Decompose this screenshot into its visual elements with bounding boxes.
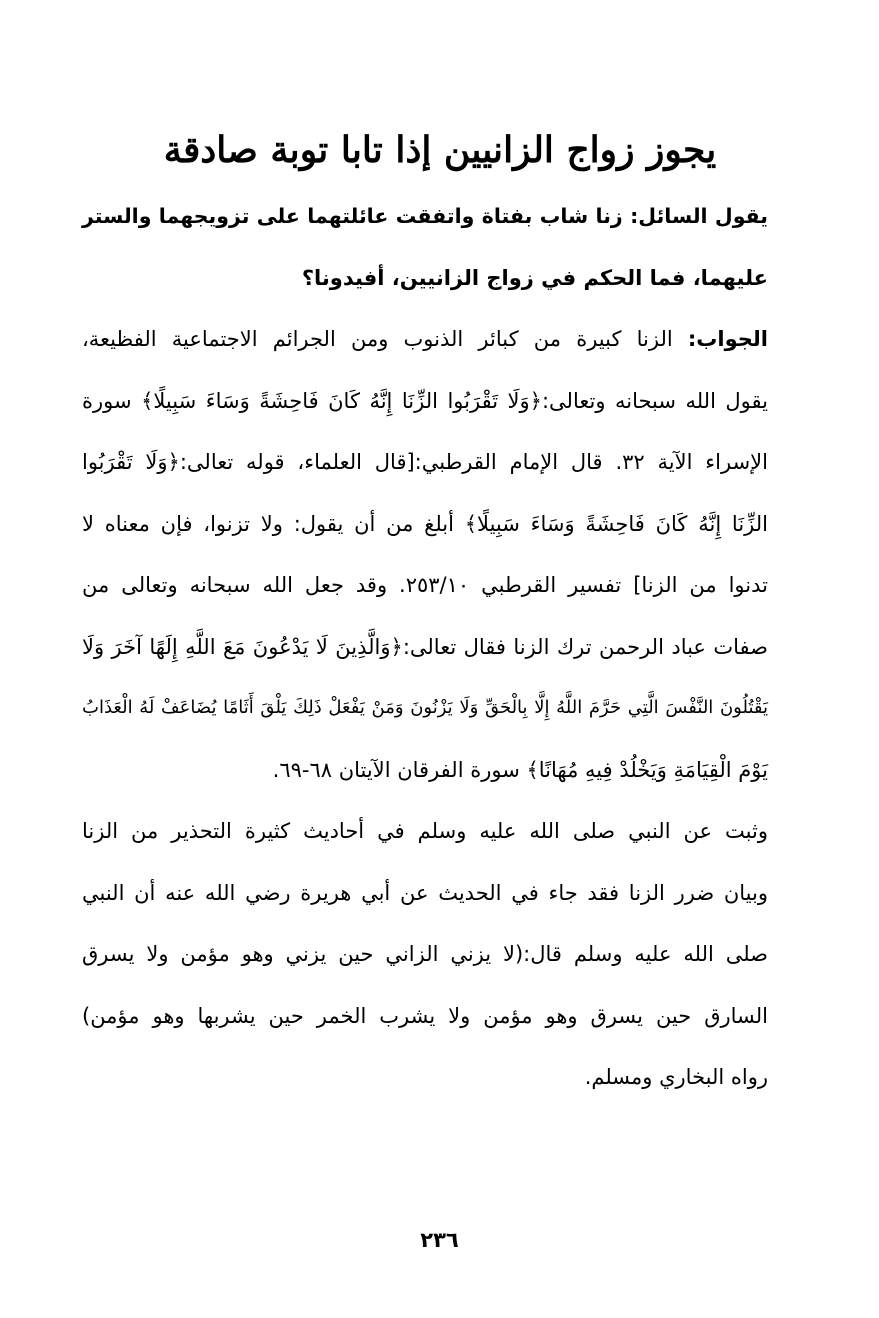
page-body bbox=[82, 190, 768, 1113]
hadith-line: السارق حين يسرق وهو مؤمن ولا يشرب الخمر حين يشربها وهو مؤمن) bbox=[82, 1003, 768, 1028]
answer-line: يقول الله سبحانه وتعالى:﴿وَلَا تَقْرَبُوا الزِّنَا إِنَّهُ كَانَ فَاحِشَةً وَسَاءَ سَبِيلًا﴾ سورة bbox=[82, 388, 768, 413]
answer-line: الزِّنَا إِنَّهُ كَانَ فَاحِشَةً وَسَاءَ سَبِيلًا﴾ أبلغ من أن يقول: ولا تزنوا، فإن معناه لا bbox=[82, 511, 768, 536]
answer-line: تدنوا من الزنا] تفسير القرطبي ٢٥٣/١٠. وقد جعل الله سبحانه وتعالى من bbox=[82, 573, 768, 597]
page-title: يجوز زواج الزانيين إذا تابا توبة صادقة bbox=[163, 129, 717, 171]
hadith-line: وبيان ضرر الزنا فقد جاء في الحديث عن أبي هريرة رضي الله عنه أن النبي bbox=[82, 880, 768, 905]
answer-line: الإسراء الآية ٣٢. قال الإمام القرطبي:[قال العلماء، قوله تعالى:﴿وَلَا تَقْرَبُوا bbox=[82, 450, 768, 474]
page-number: ٢٣٦ bbox=[420, 1228, 459, 1252]
answer-line bbox=[82, 313, 768, 375]
answer-text: الزنا كبيرة من كبائر الذنوب ومن الجرائم الاجتماعية الفظيعة، bbox=[82, 327, 688, 351]
question-line: عليهما، فما الحكم في زواج الزانيين، أفيدونا؟ bbox=[301, 265, 768, 290]
answer-line: يَوْمَ الْقِيَامَةِ وَيَخْلُدْ فِيهِ مُهَانًا﴾ سورة الفرقان الآيتان ٦٨-٦٩. bbox=[272, 757, 768, 782]
hadith-line: صلى الله عليه وسلم قال:(لا يزني الزاني حين يزني وهو مؤمن ولا يسرق bbox=[82, 942, 768, 966]
hadith-line: رواه البخاري ومسلم. bbox=[584, 1065, 768, 1089]
answer-line: صفات عباد الرحمن ترك الزنا فقال تعالى:﴿وَالَّذِينَ لَا يَدْعُونَ مَعَ اللَّهِ إِلَهًا آخَرَ وَلَا bbox=[82, 634, 768, 659]
answer-label: الجواب: bbox=[687, 327, 768, 351]
answer-line: يَقْتُلُونَ النَّفْسَ الَّتِي حَرَّمَ اللَّهُ إِلَّا بِالْحَقِّ وَلَا يَزْنُونَ وَمَنْ يَفْعَلْ ذَلِكَ يَلْقَ أَثَامًا يُضَاعَفْ لَهُ الْعَذَابُ bbox=[82, 697, 768, 718]
hadith-line: وثبت عن النبي صلى الله عليه وسلم في أحاديث كثيرة التحذير من الزنا bbox=[82, 819, 768, 843]
question-line: يقول السائل: زنا شاب بفتاة واتفقت عائلتهما على تزويجهما والستر bbox=[82, 204, 768, 228]
